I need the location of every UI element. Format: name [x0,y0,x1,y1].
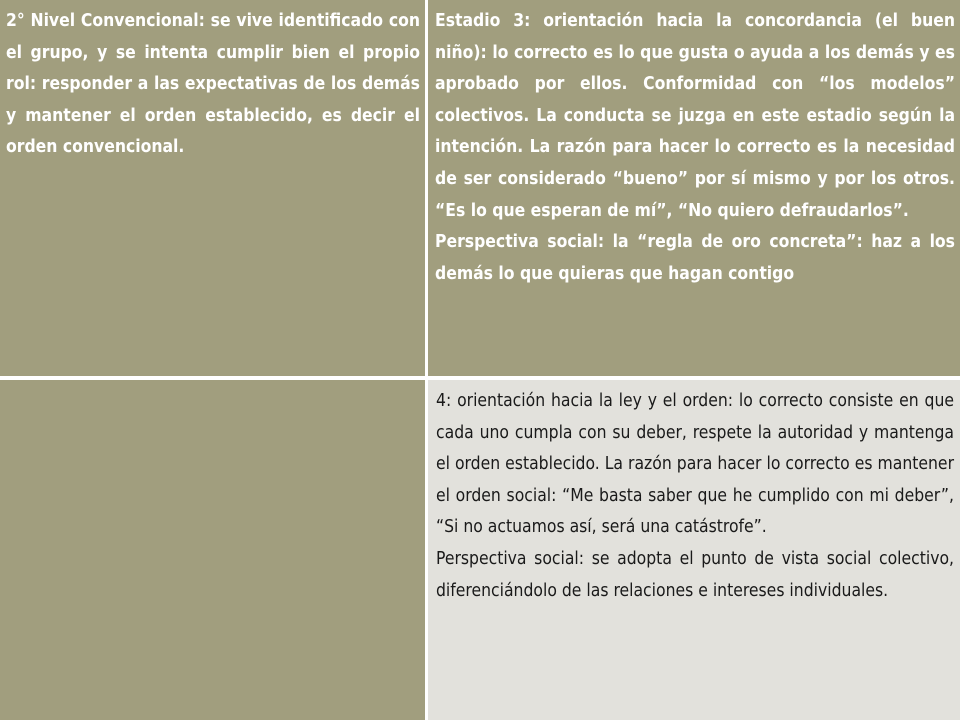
stage-3-cell [428,0,960,376]
stage-3-perspective: Perspectiva social: la “regla de oro concreta”: haz a los demás lo que quieras que hagan contigo [435,232,955,284]
level-cell-conventional [0,0,425,376]
stage-3-description: Estadio 3: orientación hacia la concordancia (el buen niño): lo correcto es lo que gusta o ayuda a los demás y es aprobado por ellos. Conformidad con “los modelos” colectivos. La conducta se juzga en este estadio según la intención. La razón para hacer lo correcto es la necesidad de ser considerado “bueno” por sí mismo y por los otros. “Es lo que esperan de mí”, “No quiero defraudarlos”. [435,11,955,221]
stage-4-cell [428,380,960,720]
stage-4-perspective: Perspectiva social: se adopta el punto de vista social colectivo, diferenciándolo de las relaciones e intereses individuales. [436,548,954,601]
level-cell-empty [0,380,425,720]
stage-4-description: 4: orientación hacia la ley y el orden: lo correcto consiste en que cada uno cumpla con su deber, respete la autoridad y mantenga el orden establecido. La razón para hacer lo correcto es mantener el orden social: “Me basta saber que he cumplido con mi deber”, “Si no actuamos así, será una catástrofe”. [436,391,954,538]
level-description: 2° Nivel Convencional: se vive identificado con el grupo, y se intenta cumplir bien el propio rol: responder a las expectativas de los demás y mantener el orden establecido, es decir el orden convencional. [6,11,420,158]
